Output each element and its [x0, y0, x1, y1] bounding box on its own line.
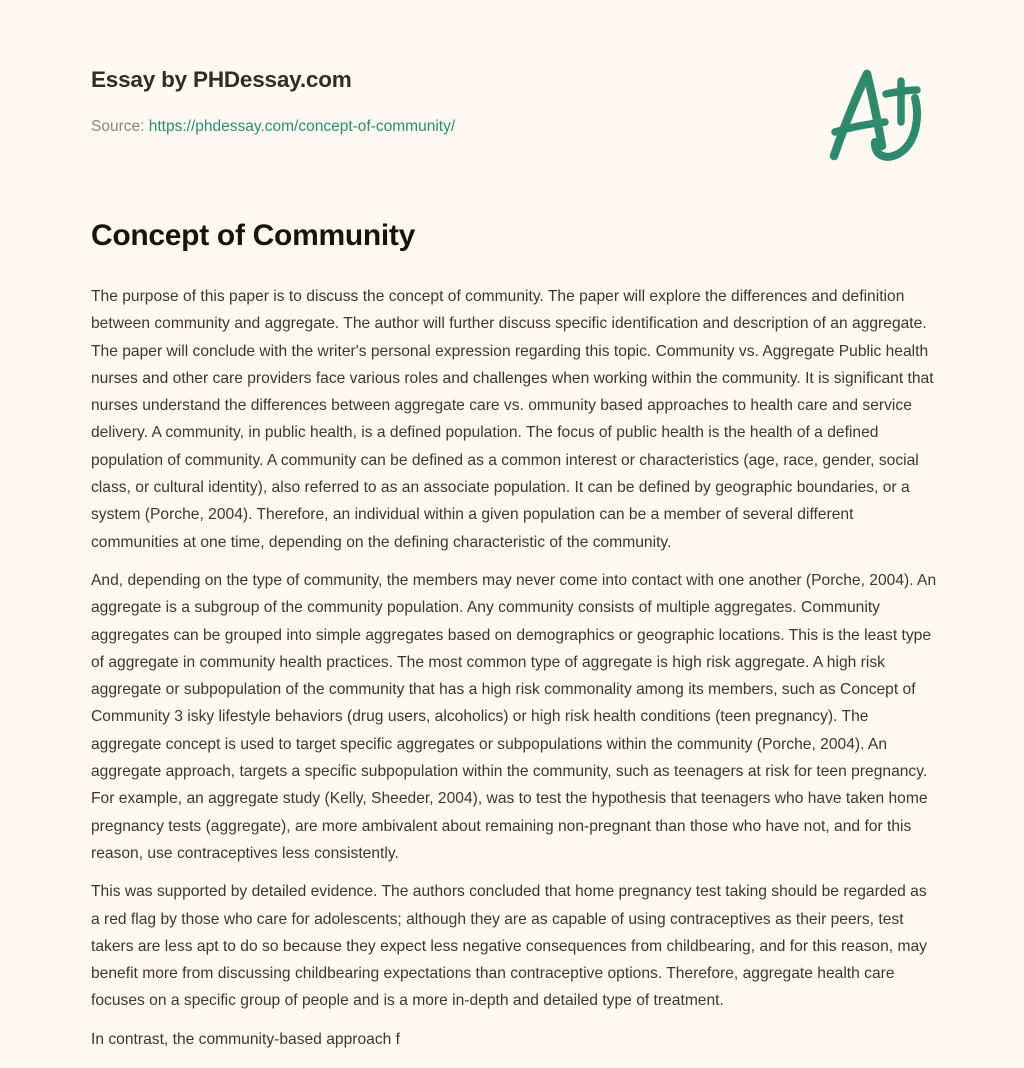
source-label: Source:	[91, 118, 145, 135]
source-line	[91, 119, 455, 135]
paragraph: And, depending on the type of community, the members may never come into contact with one another (Porche, 2004). An aggregate is a subgroup of the community population. Any community consists of multiple aggregates. Community aggregates can be grouped into simple aggregates based on demographics or geographic locations. This is the least type of aggregate in community health practices. The most common type of aggregate is high risk aggregate. A high risk aggregate or subpopulation of the community that has a high risk commonality among its members, such as Concept of Community 3 isky lifestyle behaviors (drug users, alcoholics) or high risk health conditions (teen pregnancy). The aggregate concept is used to target specific aggregates or subpopulations within the community (Porche, 2004). An aggregate approach, targets a specific subpopulation within the community, such as teenagers at risk for teen pregnancy. For example, an aggregate study (Kelly, Sheeder, 2004), was to test the hypothesis that teenagers who have taken home pregnancy tests (aggregate), are more ambivalent about remaining non-pregnant than those who have not, and for this reason, use contraceptives less consistently.	[91, 571, 937, 862]
phdessay-a-plus-logo-icon	[812, 62, 928, 170]
brand-title: Essay by PHDessay.com	[91, 67, 352, 92]
essay-body	[91, 283, 939, 1053]
page-title: Concept of Community	[91, 219, 415, 252]
paragraph: The purpose of this paper is to discuss the concept of community. The paper will explore the differences and definition between community and aggregate. The author will further discuss specific identification and description of an aggregate. The paper will conclude with the writer's personal expression regarding this topic. Community vs. Aggregate Public health nurses and other care providers face various roles and challenges when working within the community. It is significant that nurses understand the differences between aggregate care vs. ommunity based approaches to health care and service delivery. A community, in public health, is a defined population. The focus of public health is the health of a defined population of community. A community can be defined as a common interest or characteristics (age, race, gender, social class, or cultural identity), also referred to as an associate population. It can be defined by geographic boundaries, or a system (Porche, 2004). Therefore, an individual within a given population can be a member of several different communities at one time, depending on the defining characteristic of the community.	[91, 288, 934, 551]
paragraph: This was supported by detailed evidence. The authors concluded that home pregnancy test taking should be regarded as a red flag by those who care for adolescents; although they are as capable of using contraceptives as their peers, test takers are less apt to do so because they expect less negative consequences from childbearing, and for this reason, may benefit more from discussing childbearing expectations than contraceptive options. Therefore, aggregate health care focuses on a specific group of people and is a more in-depth and detailed type of treatment.	[91, 883, 927, 1010]
page-header	[0, 0, 1024, 190]
paragraph: In contrast, the community-based approach f	[91, 1030, 401, 1048]
source-url-link[interactable]: https://phdessay.com/concept-of-community/	[148, 118, 456, 135]
